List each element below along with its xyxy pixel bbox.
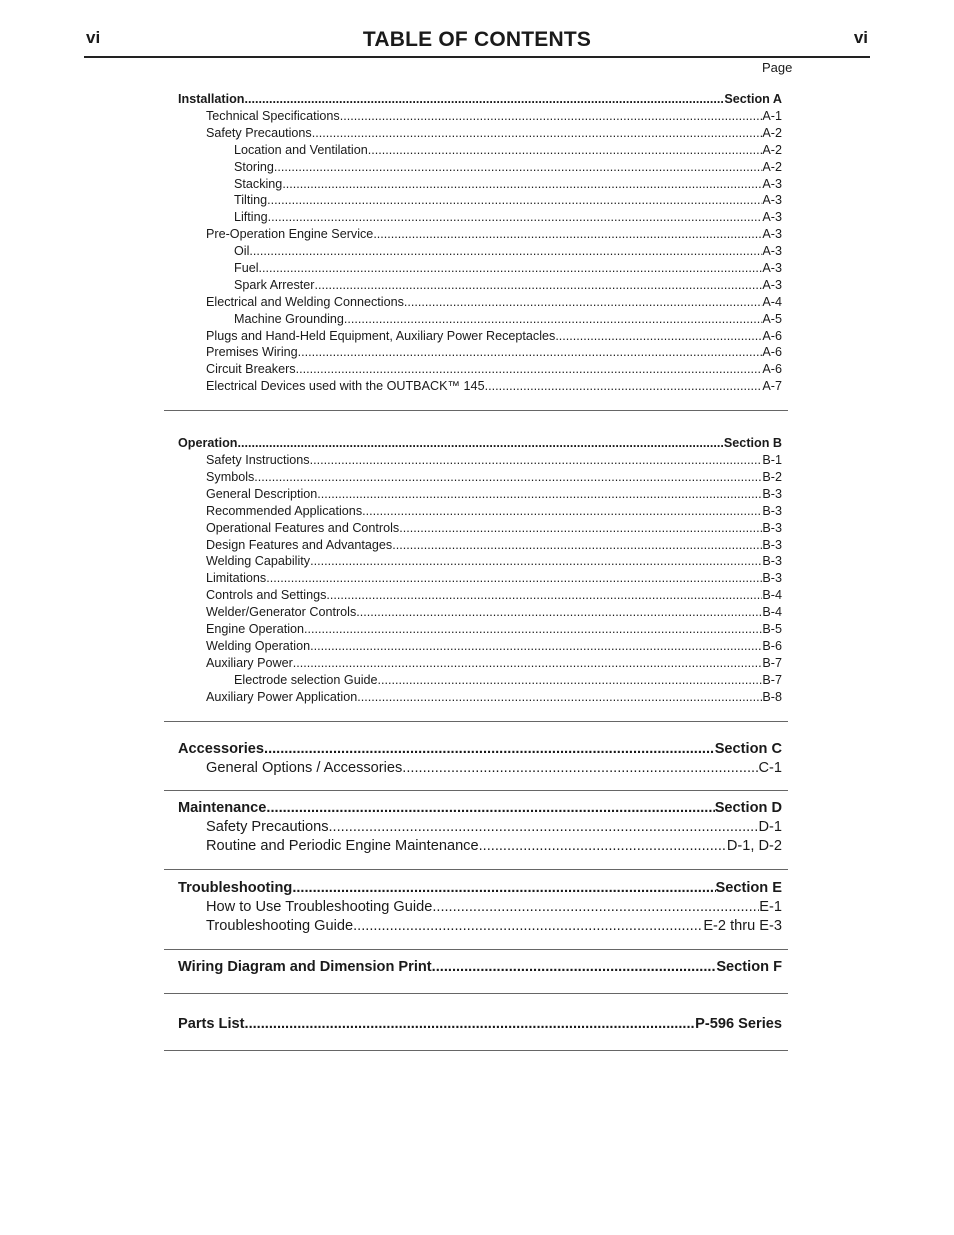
header-rule [84,56,870,58]
toc-entry[interactable] [178,453,782,470]
toc-entry-label: Welding Operation [206,638,311,653]
section-divider [164,410,788,411]
toc-entry[interactable] [178,605,782,622]
dot-leader [267,193,762,207]
toc-entry-label: Safety Precautions [206,819,329,835]
toc-entry[interactable] [178,899,782,918]
toc-entry[interactable] [178,177,782,194]
toc-entry-label: Welder/Generator Controls [206,605,357,620]
dot-leader [432,959,717,975]
dot-leader [249,244,762,258]
section-heading-wiring-label: Wiring Diagram and Dimension Print [178,959,432,975]
section-heading-troubleshooting-page: Section E [715,880,782,896]
section-divider [164,1050,788,1051]
toc-entry-page: B-2 [762,470,782,485]
toc-entry-page: D-1, D-2 [726,837,782,854]
toc-entry-label: Storing [234,159,274,174]
toc-entry-label: Symbols [206,470,255,485]
dot-leader [432,899,759,915]
toc-entry[interactable] [178,379,782,396]
toc-entry-page: A-3 [762,277,782,292]
toc-entry[interactable] [178,278,782,295]
toc-entry[interactable] [178,143,782,160]
dot-leader [399,521,762,535]
section-divider [164,993,788,994]
section-heading-parts[interactable] [178,1016,782,1035]
section-heading-maintenance-page: Section D [714,800,782,816]
toc-entry[interactable] [178,362,782,379]
dot-leader [244,92,724,106]
toc-entry[interactable] [178,554,782,571]
toc-entry[interactable] [178,504,782,521]
toc-entry[interactable] [178,109,782,126]
toc-entry[interactable] [178,487,782,504]
section-heading-maintenance-label: Maintenance [178,800,267,816]
toc-entry-page: A-3 [762,261,782,276]
toc-entry-page: B-3 [762,571,782,586]
section-heading-parts-label: Parts List [178,1016,245,1032]
toc-entry-label: Location and Ventilation [234,142,368,157]
toc-entry-page: B-1 [762,453,782,468]
dot-leader [245,1016,696,1032]
toc-entry-page: A-3 [762,210,782,225]
page-header [84,24,870,58]
dot-leader [485,379,763,393]
dot-leader [298,345,763,359]
toc-entry[interactable] [178,126,782,143]
toc-entry-page: B-3 [762,520,782,535]
toc-entry-label: Design Features and Advantages [206,537,393,552]
section-heading-operation-label: Operation [178,436,238,451]
toc-entry-page: B-7 [762,655,782,670]
dot-leader [353,918,703,934]
section-heading-operation-page: Section B [723,436,782,451]
page-title: TABLE OF CONTENTS [362,28,592,51]
toc-entry-page: B-3 [762,486,782,501]
section-divider [164,949,788,950]
section-heading-accessories-label: Accessories [178,740,265,757]
toc-entry[interactable] [178,656,782,673]
toc-entry-label: Safety Instructions [206,453,310,468]
page-number-right: vi [853,28,868,47]
dot-leader [317,487,762,501]
dot-leader [555,329,762,343]
toc-entry-page: A-3 [762,227,782,242]
toc-entry-label: Technical Specifications [206,109,340,123]
toc-entry-page: A-6 [762,328,782,343]
section-heading-installation-page: Section A [724,92,782,106]
toc-entry-page: A-3 [762,193,782,208]
dot-leader [479,838,727,854]
toc-entry-label: Fuel [234,261,259,276]
toc-entry-label: Safety Precautions. [206,125,316,140]
toc-section-maintenance [178,800,782,869]
section-heading-parts-page: P-596 Series [695,1016,782,1032]
toc-entry-page: A-6 [762,362,782,377]
toc-entry[interactable] [178,639,782,656]
dot-leader [402,760,758,776]
section-heading-wiring[interactable] [178,959,782,978]
toc-entry-label: Stacking [234,176,283,191]
dot-leader [326,588,762,602]
toc-entry-label: Auxiliary Power Application [206,689,358,704]
toc-entry-page: B-3 [762,554,782,569]
toc-entry[interactable] [178,571,782,588]
section-heading-wiring-page: Section F [716,959,782,975]
dot-leader [254,470,762,484]
section-heading-accessories[interactable] [178,741,782,760]
section-heading-installation-label: Installation [178,92,245,106]
toc-entry-label: Electrical Devices used with the OUTBACK™ 145 [206,379,485,394]
toc-entry-page: A-2 [762,142,782,157]
section-heading-troubleshooting-label: Troubleshooting [178,880,293,896]
toc-entry-page: C-1 [758,759,782,776]
page-number-left: vi [86,28,101,47]
toc-entry[interactable] [178,760,782,779]
toc-entry-label: General Options / Accessories [206,759,403,776]
dot-leader [329,819,759,835]
toc-entry[interactable] [178,345,782,362]
dot-leader [315,278,763,292]
toc-entry[interactable] [178,470,782,487]
toc-entry-label: Routine and Periodic Engine Maintenance [206,837,479,854]
dot-leader [373,227,762,241]
section-heading-installation[interactable] [178,92,782,109]
section-heading-troubleshooting[interactable] [178,880,782,899]
toc-entry-page: B-3 [762,537,782,552]
toc-entry-page: B-8 [762,689,782,704]
dot-leader [293,656,763,670]
toc-entry-page: A-5 [762,311,782,326]
toc-entry-label: Controls and Settings [206,588,327,603]
toc-entry-label: Lifting [234,210,268,225]
toc-entry-page: A-2 [762,125,782,140]
toc-entry-label: Oil [234,244,250,259]
toc-entry[interactable] [178,193,782,210]
toc-entry[interactable] [178,160,782,177]
dot-leader [259,261,763,275]
toc-entry-label: Electrical and Welding Connections [206,294,404,309]
toc-entry[interactable] [178,244,782,261]
toc-entry-page: A-4 [762,294,782,309]
dot-leader [304,622,762,636]
dot-leader [368,143,763,157]
toc-entry-label: How to Use Troubleshooting Guide [206,899,433,915]
dot-leader [362,504,762,518]
toc-entry-label: Tilting [234,193,268,208]
page-column-label: Page [762,60,793,75]
toc-entry-label: Welding Capability [206,554,311,569]
dot-leader [266,571,762,585]
toc-entry[interactable] [178,622,782,639]
toc-section-wiring [178,959,782,993]
dot-leader [237,436,723,450]
dot-leader [356,605,762,619]
dot-leader [404,295,763,309]
toc-entry[interactable] [178,673,782,690]
dot-leader [292,880,715,896]
toc-entry[interactable] [178,521,782,538]
toc-entry-page: D-1 [758,819,782,835]
toc-entry[interactable] [178,210,782,227]
dot-leader [340,109,763,123]
toc-entry-label: Spark Arrester [234,277,315,292]
dot-leader [268,210,763,224]
toc-entry[interactable] [178,295,782,312]
table-of-contents [178,92,782,1051]
toc-entry-page: E-1 [759,899,782,915]
toc-entry-label: Limitations [206,571,267,586]
dot-leader [296,362,763,376]
toc-entry-page: B-7 [762,672,782,687]
toc-entry-page: A-7 [762,379,782,394]
section-divider [164,790,788,791]
toc-entry-page: B-6 [762,638,782,653]
section-heading-accessories-page: Section C [714,740,782,757]
toc-entry-label: Operational Features and Controls [206,520,400,535]
toc-entry-page: B-5 [762,622,782,637]
toc-entry-label: Premises Wiring [206,345,298,360]
toc-entry[interactable] [178,538,782,555]
dot-leader [264,741,715,757]
toc-entry-page: B-4 [762,605,782,620]
toc-entry-label: General Description [206,486,318,501]
toc-section-troubleshooting [178,880,782,949]
dot-leader [378,673,763,687]
toc-entry[interactable] [178,918,782,937]
dot-leader [344,312,762,326]
toc-entry-label: Circuit Breakers [206,362,296,377]
section-divider [164,869,788,870]
toc-entry[interactable] [178,838,782,857]
toc-entry-page: E-2 thru E-3 [703,917,782,934]
toc-entry-page: A-3 [762,176,782,191]
toc-entry-page: B-3 [762,503,782,518]
dot-leader [266,800,714,816]
section-divider [164,721,788,722]
dot-leader [392,538,762,552]
toc-section-installation [178,92,782,410]
dot-leader [315,126,762,140]
dot-leader [282,177,762,191]
toc-entry-label: Auxiliary Power [206,655,293,670]
toc-entry-label: Troubleshooting Guide [206,917,354,934]
toc-entry-page: A-6 [762,345,782,360]
dot-leader [310,639,762,653]
dot-leader [357,690,762,704]
toc-entry-label: Plugs and Hand-Held Equipment, Auxiliary Power Receptacles [206,328,556,343]
toc-entry-label: Machine Grounding [234,311,344,326]
toc-section-accessories [178,741,782,791]
dot-leader [310,554,762,568]
toc-entry-page: B-4 [762,588,782,603]
dot-leader [310,453,763,467]
section-heading-operation[interactable] [178,436,782,453]
toc-entry-label: Recommended Applications [206,503,363,518]
toc-entry[interactable] [178,690,782,707]
toc-entry-label: Electrode selection Guide [234,672,378,687]
toc-entry[interactable] [178,312,782,329]
toc-entry[interactable] [178,588,782,605]
dot-leader [274,160,762,174]
toc-entry[interactable] [178,329,782,346]
toc-entry[interactable] [178,227,782,244]
toc-entry-page: A-3 [762,244,782,259]
toc-entry-label: Engine Operation [206,622,305,637]
toc-entry[interactable] [178,819,782,838]
toc-entry-label: Pre-Operation Engine Service [206,227,374,242]
section-heading-maintenance[interactable] [178,800,782,819]
toc-entry-page: A-1 [762,109,782,123]
toc-section-parts [178,1016,782,1050]
toc-section-operation [178,436,782,720]
toc-entry[interactable] [178,261,782,278]
toc-entry-page: A-2 [762,159,782,174]
